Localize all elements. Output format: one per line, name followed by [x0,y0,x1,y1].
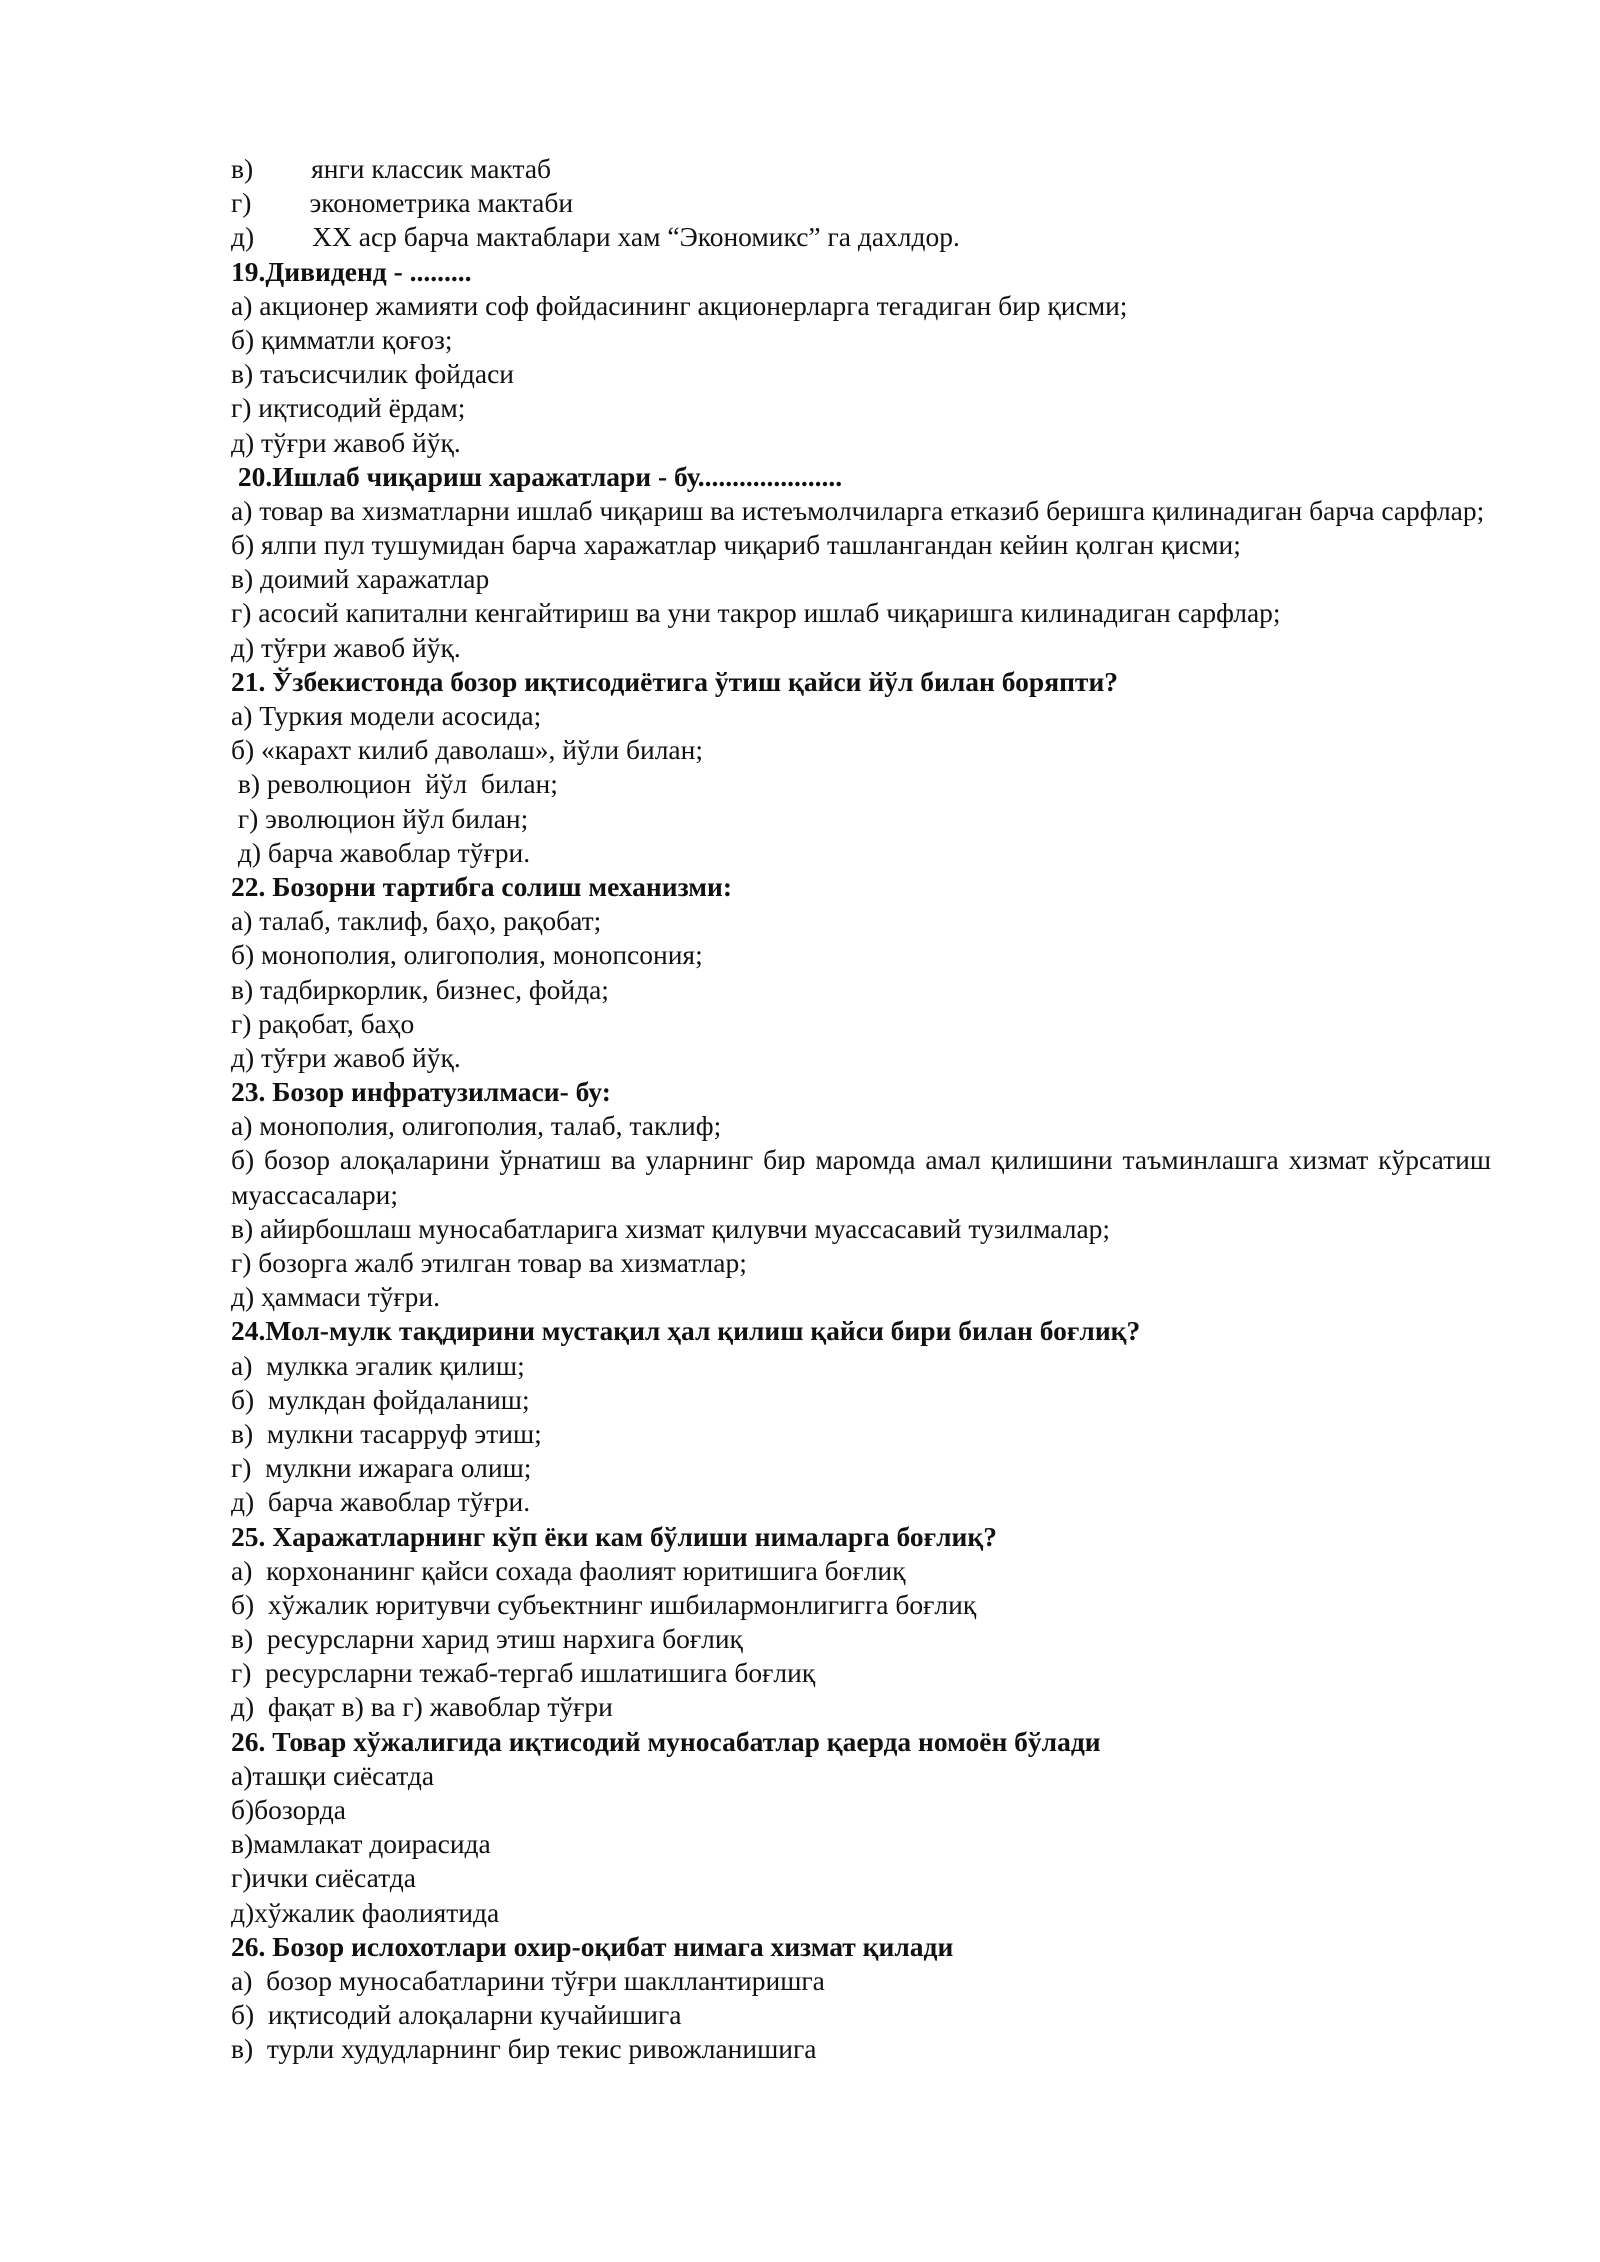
list-item: б) мулкдан фойдаланиш; [231,1383,530,1415]
question-title: 23. Бозор инфратузилмаси- бу: [231,1076,611,1108]
question-title: 24.Мол-мулк тақдирини мустақил ҳал қилиш қайси бири билан боғлиқ? [231,1315,1141,1347]
question-title: 25. Харажатларнинг кўп ёки кам бўлиши нималарга боғлиқ? [231,1520,997,1552]
list-item: в) турли худудларнинг бир текис ривожланишига [231,2033,817,2065]
list-item: б) «карахт килиб даволаш», йўли билан; [231,734,703,766]
option-letter: г) [231,187,252,219]
list-item: в) мулкни тасарруф этиш; [231,1417,542,1449]
list-item: в)мамлакат доирасида [231,1828,491,1860]
list-item: д) барча жавоблар тўғри. [231,1486,531,1518]
list-item [231,152,1491,186]
list-item: а) корхонанинг қайси сохада фаолият юритишига боғлиқ [231,1554,906,1586]
list-item: б) иқтисодий алоқаларни кучайишига [231,1999,682,2031]
option-text: янги классик мактаб [311,153,552,184]
list-item: г) эволюцион йўл билан; [231,802,529,834]
list-item [231,186,1491,220]
list-item: г) асосий капитални кенгайтириш ва уни такрор ишлаб чиқаришга килинадиган сарфлар; [231,597,1281,629]
question-title: 22. Бозорни тартибга солиш механизми: [231,870,732,902]
list-item: в) таъсисчилик фойдаси [231,358,515,390]
list-item: а) мулкка эгалик қилиш; [231,1349,525,1381]
question-title: 21. Ўзбекистонда бозор иқтисодиётига ўтиш қайси йўл билан боряпти? [231,665,1119,697]
question-title: 19.Дивиденд - ......... [231,255,472,287]
list-item: б) бозор алоқаларини ўрнатиш ва уларнинг бир маромда амал қилишини таъминлашга хизмат кўрсатиш муассасалари; [231,1144,1491,1210]
list-item: д) тўғри жавоб йўқ. [231,1041,461,1073]
option-text: эконометрика мактаби [309,187,574,219]
list-item: в) революцион йўл билан; [231,768,558,800]
question-title: 26. Товар хўжалигида иқтисодий муносабатлар қаерда номоён бўлади [231,1725,1101,1757]
list-item: б) қимматли қоғоз; [231,323,453,355]
document-page [231,152,1491,2067]
list-item: д) барча жавоблар тўғри. [231,836,531,868]
option-letter: в) [231,153,254,184]
list-item: г) ресурсларни тежаб-тергаб ишлатишига боғлиқ [231,1657,816,1689]
list-item: г) бозорга жалб этилган товар ва хизматлар; [231,1247,747,1279]
list-item: г)ички сиёсатда [231,1862,416,1894]
list-item [231,220,1491,254]
list-item: а) Туркия модели асосида; [231,700,542,732]
list-item: а) товар ва хизматларни ишлаб чиқариш ва истеъмолчиларга етказиб беришга қилинадиган барча сарфлар; [231,494,1485,526]
question-title: 20.Ишлаб чиқариш харажатлари - бу..................... [231,460,843,492]
list-item: в) айирбошлаш муносабатларига хизмат қилувчи муассасавий тузилмалар; [231,1212,1111,1244]
list-item: в) тадбиркорлик, бизнес, фойда; [231,973,609,1005]
list-item: б) ялпи пул тушумидан барча харажатлар чиқариб ташлангандан кейин қолган қисми; [231,529,1241,561]
list-item: а)ташқи сиёсатда [231,1759,435,1791]
question-title: 26. Бозор ислохотлари охир-оқибат нимага хизмат қилади [231,1930,954,1962]
list-item: д) тўғри жавоб йўқ. [231,631,461,663]
option-text: ХХ аср барча мактаблари хам “Экономикс” га дахлдор. [312,221,960,253]
list-item: д)хўжалик фаолиятида [231,1896,500,1928]
list-item: в) ресурсларни харид этиш нархига боғлиқ [231,1623,743,1655]
list-item: а) бозор муносабатларини тўғри шакллантиришга [231,1964,825,1996]
option-letter: д) [231,221,255,253]
list-item: б) хўжалик юритувчи субъектнинг ишбилармонлигигга боғлиқ [231,1588,977,1620]
list-item: а) монополия, олигополия, талаб, таклиф; [231,1110,722,1142]
list-item: б) монополия, олигополия, монопсония; [231,939,703,971]
list-item: г) мулкни ижарага олиш; [231,1452,532,1484]
list-item: д) тўғри жавоб йўқ. [231,426,461,458]
list-item: д) ҳаммаси тўғри. [231,1281,440,1313]
list-item: д) фақат в) ва г) жавоблар тўғри [231,1691,613,1723]
list-item: а) талаб, таклиф, баҳо, рақобат; [231,905,602,937]
list-item: в) доимий харажатлар [231,563,490,595]
list-item: г) иқтисодий ёрдам; [231,392,466,424]
list-item: г) рақобат, баҳо [231,1007,415,1039]
list-item: б)бозорда [231,1794,346,1826]
list-item: а) акционер жамияти соф фойдасининг акционерларга тегадиган бир қисми; [231,289,1128,321]
